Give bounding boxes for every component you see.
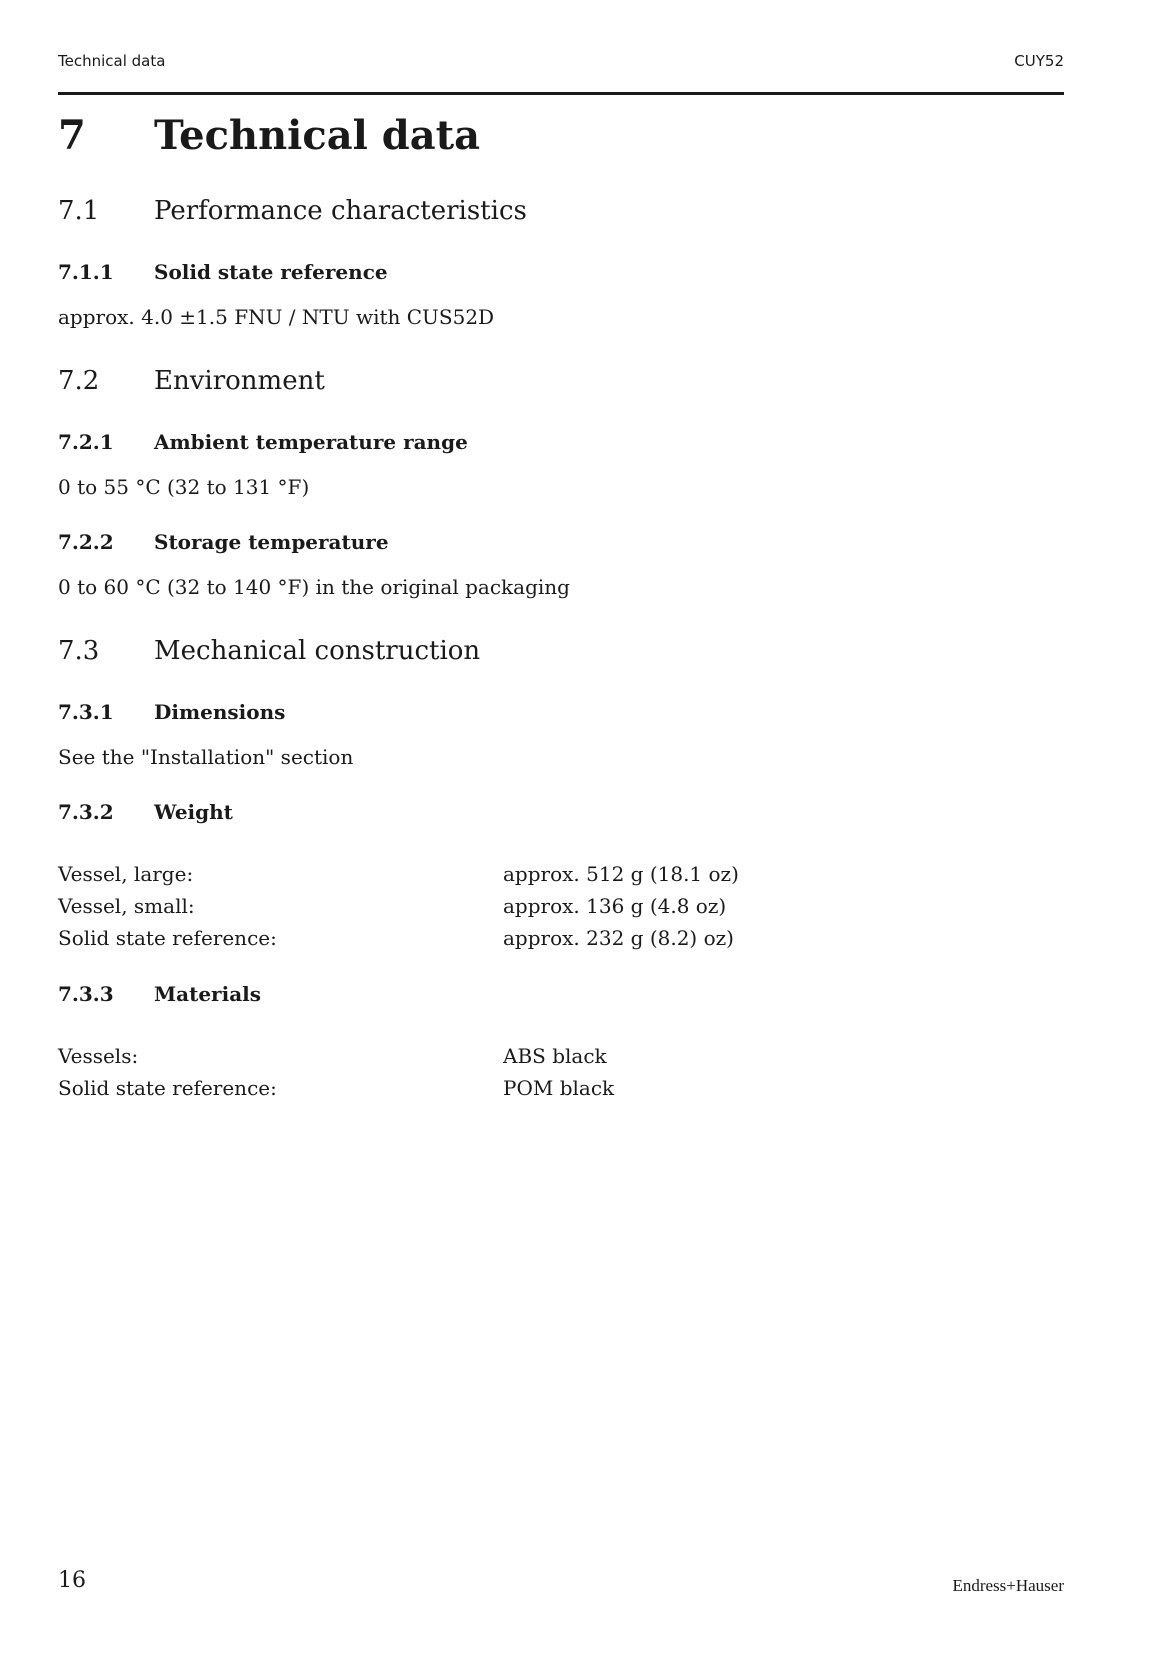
section-title: Mechanical construction	[154, 636, 481, 666]
material-row	[58, 1076, 958, 1106]
section-title: Performance characteristics	[154, 196, 527, 226]
chapter-title: Technical data	[154, 112, 481, 159]
header-divider	[58, 92, 1064, 95]
weight-value: approx. 512 g (18.1 oz)	[503, 862, 739, 886]
section-heading-7-1	[58, 196, 858, 230]
dimensions-text: See the "Installation" section	[58, 745, 354, 769]
subsection-heading-7-1-1	[58, 260, 858, 288]
weight-value: approx. 136 g (4.8 oz)	[503, 894, 727, 918]
material-label: Solid state reference:	[58, 1076, 277, 1100]
section-number: 7.2	[58, 366, 100, 396]
section-heading-7-2	[58, 366, 858, 400]
section-title: Environment	[154, 366, 325, 396]
subsection-number: 7.3.2	[58, 800, 114, 824]
section-number: 7.1	[58, 196, 100, 226]
page-number: 16	[58, 1568, 86, 1593]
subsection-title: Materials	[154, 982, 262, 1006]
subsection-number: 7.3.3	[58, 982, 114, 1006]
material-value: POM black	[503, 1076, 615, 1100]
section-number: 7.3	[58, 636, 100, 666]
solid-state-reference-text: approx. 4.0 ±1.5 FNU / NTU with CUS52D	[58, 305, 495, 329]
weight-label: Vessel, large:	[58, 862, 194, 886]
section-heading-7-3	[58, 636, 858, 670]
brand-name: Endress+Hauser	[952, 1576, 1064, 1595]
weight-label: Solid state reference:	[58, 926, 277, 950]
subsection-number: 7.1.1	[58, 260, 114, 284]
subsection-title: Storage temperature	[154, 530, 389, 554]
running-header	[58, 52, 1064, 74]
weight-label: Vessel, small:	[58, 894, 195, 918]
subsection-heading-7-3-2	[58, 800, 858, 828]
subsection-number: 7.2.1	[58, 430, 114, 454]
subsection-heading-7-2-2	[58, 530, 858, 558]
subsection-heading-7-3-1	[58, 700, 858, 728]
chapter-heading	[58, 112, 858, 162]
material-row	[58, 1044, 958, 1074]
weight-row	[58, 926, 958, 956]
subsection-number: 7.2.2	[58, 530, 114, 554]
material-label: Vessels:	[58, 1044, 139, 1068]
ambient-temperature-text: 0 to 55 °C (32 to 131 °F)	[58, 475, 310, 499]
weight-row	[58, 862, 958, 892]
subsection-number: 7.3.1	[58, 700, 114, 724]
subsection-title: Dimensions	[154, 700, 286, 724]
storage-temperature-text: 0 to 60 °C (32 to 140 °F) in the original packaging	[58, 575, 570, 599]
weight-row	[58, 894, 958, 924]
chapter-number: 7	[58, 112, 86, 159]
subsection-heading-7-2-1	[58, 430, 858, 458]
subsection-heading-7-3-3	[58, 982, 858, 1010]
subsection-title: Weight	[154, 800, 233, 824]
weight-value: approx. 232 g (8.2) oz)	[503, 926, 734, 950]
material-value: ABS black	[503, 1044, 607, 1068]
header-product-code: CUY52	[1014, 52, 1064, 70]
header-section-title: Technical data	[58, 52, 166, 70]
subsection-title: Solid state reference	[154, 260, 388, 284]
subsection-title: Ambient temperature range	[154, 430, 468, 454]
